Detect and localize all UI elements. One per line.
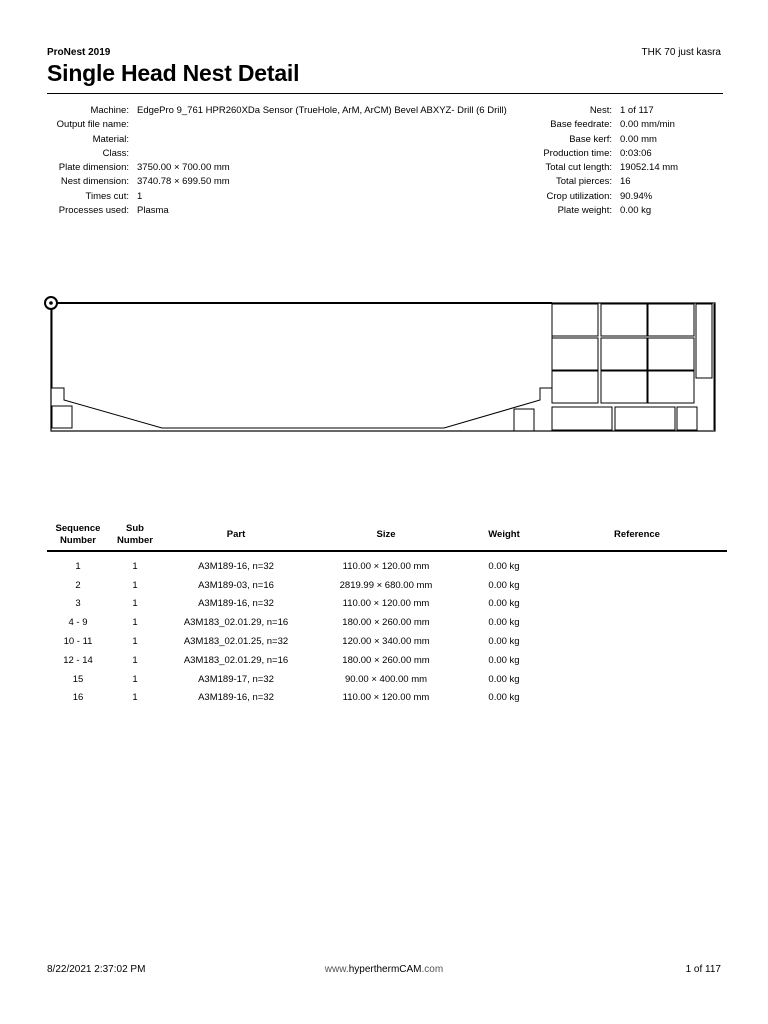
cell-sub: 1 <box>132 579 138 591</box>
info-label: Plate dimension: <box>58 162 129 174</box>
info-value: 1 <box>137 190 143 202</box>
info-value: 0.00 mm <box>620 133 657 145</box>
footer-url: www.hyperthermCAM.com <box>324 964 444 975</box>
job-name: THK 70 just kasra <box>641 47 721 58</box>
info-row <box>40 104 507 118</box>
info-row <box>500 133 678 147</box>
footer-page-number: 1 of 117 <box>685 964 721 975</box>
table-row <box>47 576 727 595</box>
cell-seq: 3 <box>75 598 81 610</box>
info-label: Crop utilization: <box>546 190 612 202</box>
header-divider <box>47 93 723 94</box>
cell-seq: 1 <box>75 560 81 572</box>
cell-part: A3M183_02.01.29, n=16 <box>183 617 289 629</box>
info-value: EdgePro 9_761 HPR260XDa Sensor (TrueHole, ArM, ArCM) Bevel ABXYZ- Drill (6 Drill) <box>137 105 507 116</box>
info-row <box>40 118 507 132</box>
cell-part: A3M183_02.01.29, n=16 <box>183 654 289 666</box>
info-row <box>500 147 678 161</box>
cell-reference <box>547 651 727 670</box>
nest-info-right <box>500 104 678 218</box>
info-value: 0:03:06 <box>620 147 652 159</box>
info-label: Base kerf: <box>569 133 612 145</box>
cell-reference <box>547 595 727 614</box>
cell-sub: 1 <box>132 636 138 648</box>
info-label: Machine: <box>90 105 129 116</box>
col-size: Size <box>311 520 461 551</box>
info-row <box>40 175 507 189</box>
cell-sub: 1 <box>132 654 138 666</box>
cell-seq: 16 <box>72 692 84 704</box>
info-value: 0.00 kg <box>620 205 652 217</box>
app-name: ProNest 2019 <box>47 47 111 58</box>
info-row <box>40 133 507 147</box>
footer-date: 8/22/2021 2:37:02 PM <box>47 964 146 975</box>
info-label: Nest: <box>589 105 612 116</box>
col-part: Part <box>161 520 311 551</box>
large-part-outline <box>52 304 552 428</box>
cell-part: A3M189-16, n=32 <box>198 560 274 572</box>
table-row <box>47 651 727 670</box>
cell-size: 180.00 × 260.00 mm <box>342 617 430 629</box>
cell-part: A3M189-16, n=32 <box>198 692 274 704</box>
info-value: 16 <box>620 176 631 188</box>
cell-sub: 1 <box>132 673 138 685</box>
info-label: Times cut: <box>85 190 129 202</box>
info-value: 3750.00 × 700.00 mm <box>137 162 230 174</box>
small-part-right <box>514 409 534 431</box>
cell-weight: 0.00 kg <box>488 636 520 648</box>
small-part-left <box>52 406 72 428</box>
info-value: 3740.78 × 699.50 mm <box>137 176 230 188</box>
info-label: Nest dimension: <box>60 176 129 188</box>
cell-size: 90.00 × 400.00 mm <box>344 673 428 685</box>
info-label: Processes used: <box>58 205 129 217</box>
info-label: Production time: <box>543 147 612 159</box>
cell-weight: 0.00 kg <box>488 692 520 704</box>
table-row <box>47 551 727 576</box>
cell-size: 180.00 × 260.00 mm <box>342 654 430 666</box>
info-row <box>40 204 507 218</box>
nest-info-left <box>40 104 507 218</box>
cell-seq: 4 - 9 <box>68 617 88 629</box>
info-label: Output file name: <box>56 119 129 131</box>
cell-size: 110.00 × 120.00 mm <box>342 560 430 572</box>
cell-weight: 0.00 kg <box>488 579 520 591</box>
parts-table <box>47 520 727 707</box>
page-title: Single Head Nest Detail <box>47 60 300 86</box>
info-value: 1 of 117 <box>620 105 654 116</box>
info-row <box>500 118 678 132</box>
info-row <box>500 175 678 189</box>
cell-reference <box>547 670 727 689</box>
info-label: Total pierces: <box>556 176 612 188</box>
table-row <box>47 595 727 614</box>
cell-weight: 0.00 kg <box>488 617 520 629</box>
cell-seq: 12 - 14 <box>63 654 93 666</box>
cell-size: 2819.99 × 680.00 mm <box>339 579 433 591</box>
cell-sub: 1 <box>132 617 138 629</box>
cell-part: A3M183_02.01.25, n=32 <box>183 636 289 648</box>
cell-reference <box>547 632 727 651</box>
info-label: Total cut length: <box>545 162 612 174</box>
cell-sub: 1 <box>132 692 138 704</box>
cell-size: 110.00 × 120.00 mm <box>342 692 430 704</box>
info-row <box>500 204 678 218</box>
cell-sub: 1 <box>132 598 138 610</box>
col-reference: Reference <box>547 520 727 551</box>
cell-weight: 0.00 kg <box>488 654 520 666</box>
cell-size: 110.00 × 120.00 mm <box>342 598 430 610</box>
col-sub-number: Sub Number <box>109 520 161 551</box>
info-row <box>500 104 678 118</box>
cell-sub: 1 <box>132 560 138 572</box>
info-value: 90.94% <box>620 190 653 202</box>
info-label: Material: <box>92 133 129 145</box>
cell-weight: 0.00 kg <box>488 598 520 610</box>
table-row <box>47 632 727 651</box>
info-value: 0.00 mm/min <box>620 119 675 131</box>
cell-reference <box>547 551 727 576</box>
cell-weight: 0.00 kg <box>488 673 520 685</box>
info-row <box>40 161 507 175</box>
info-label: Plate weight: <box>557 205 612 217</box>
info-row <box>40 190 507 204</box>
nest-drawing <box>40 292 730 440</box>
cell-part: A3M189-17, n=32 <box>198 673 274 685</box>
cell-seq: 10 - 11 <box>63 636 93 648</box>
cell-size: 120.00 × 340.00 mm <box>342 636 430 648</box>
cell-reference <box>547 689 727 708</box>
col-weight: Weight <box>461 520 547 551</box>
info-value: 19052.14 mm <box>620 162 679 174</box>
cell-seq: 2 <box>75 579 81 591</box>
table-header-row <box>47 520 727 551</box>
cell-seq: 15 <box>72 673 84 685</box>
cell-part: A3M189-03, n=16 <box>198 579 274 591</box>
info-value: Plasma <box>137 205 169 217</box>
info-row <box>40 147 507 161</box>
cell-reference <box>547 613 727 632</box>
table-row <box>47 689 727 708</box>
info-label: Class: <box>102 147 129 159</box>
cell-reference <box>547 576 727 595</box>
cell-part: A3M189-16, n=32 <box>198 598 274 610</box>
table-row <box>47 613 727 632</box>
table-row <box>47 670 727 689</box>
info-row <box>500 190 678 204</box>
col-sequence-number: Sequence Number <box>47 520 109 551</box>
info-label: Base feedrate: <box>550 119 612 131</box>
cell-weight: 0.00 kg <box>488 560 520 572</box>
info-row <box>500 161 678 175</box>
